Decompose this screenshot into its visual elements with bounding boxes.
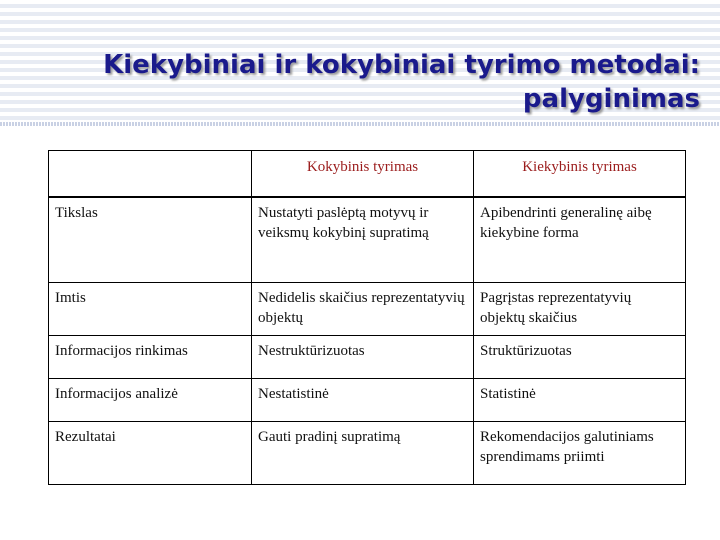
quantitative-cell: Statistinė [474, 379, 686, 422]
qualitative-cell: Nustatyti paslėptą motyvų ir veiksmų kokybinį supratimą [252, 197, 474, 283]
table-header-row [49, 151, 686, 198]
table-row [49, 422, 686, 485]
row-label: Informacijos analizė [49, 379, 252, 422]
quantitative-cell: Pagrįstas reprezentatyvių objektų skaičius [474, 283, 686, 336]
qualitative-cell: Nestruktūrizuotas [252, 336, 474, 379]
row-label: Informacijos rinkimas [49, 336, 252, 379]
qualitative-cell: Nestatistinė [252, 379, 474, 422]
quantitative-cell: Struktūrizuotas [474, 336, 686, 379]
row-label: Imtis [49, 283, 252, 336]
row-label: Tikslas [49, 197, 252, 283]
table-row [49, 283, 686, 336]
comparison-table-container [48, 150, 686, 485]
header-divider [0, 122, 720, 126]
slide-title: Kiekybiniai ir kokybiniai tyrimo metodai: palyginimas [103, 50, 700, 114]
header-cell-qualitative: Kokybinis tyrimas [252, 151, 474, 198]
table-row [49, 197, 686, 283]
qualitative-cell: Nedidelis skaičius reprezentatyvių objektų [252, 283, 474, 336]
quantitative-cell: Rekomendacijos galutiniams sprendimams priimti [474, 422, 686, 485]
quantitative-cell: Apibendrinti generalinę aibę kiekybine forma [474, 197, 686, 283]
qualitative-cell: Gauti pradinį supratimą [252, 422, 474, 485]
comparison-table [48, 150, 686, 485]
header-cell-quantitative: Kiekybinis tyrimas [474, 151, 686, 198]
row-label: Rezultatai [49, 422, 252, 485]
table-row [49, 379, 686, 422]
header-cell-empty [49, 151, 252, 198]
table-row [49, 336, 686, 379]
